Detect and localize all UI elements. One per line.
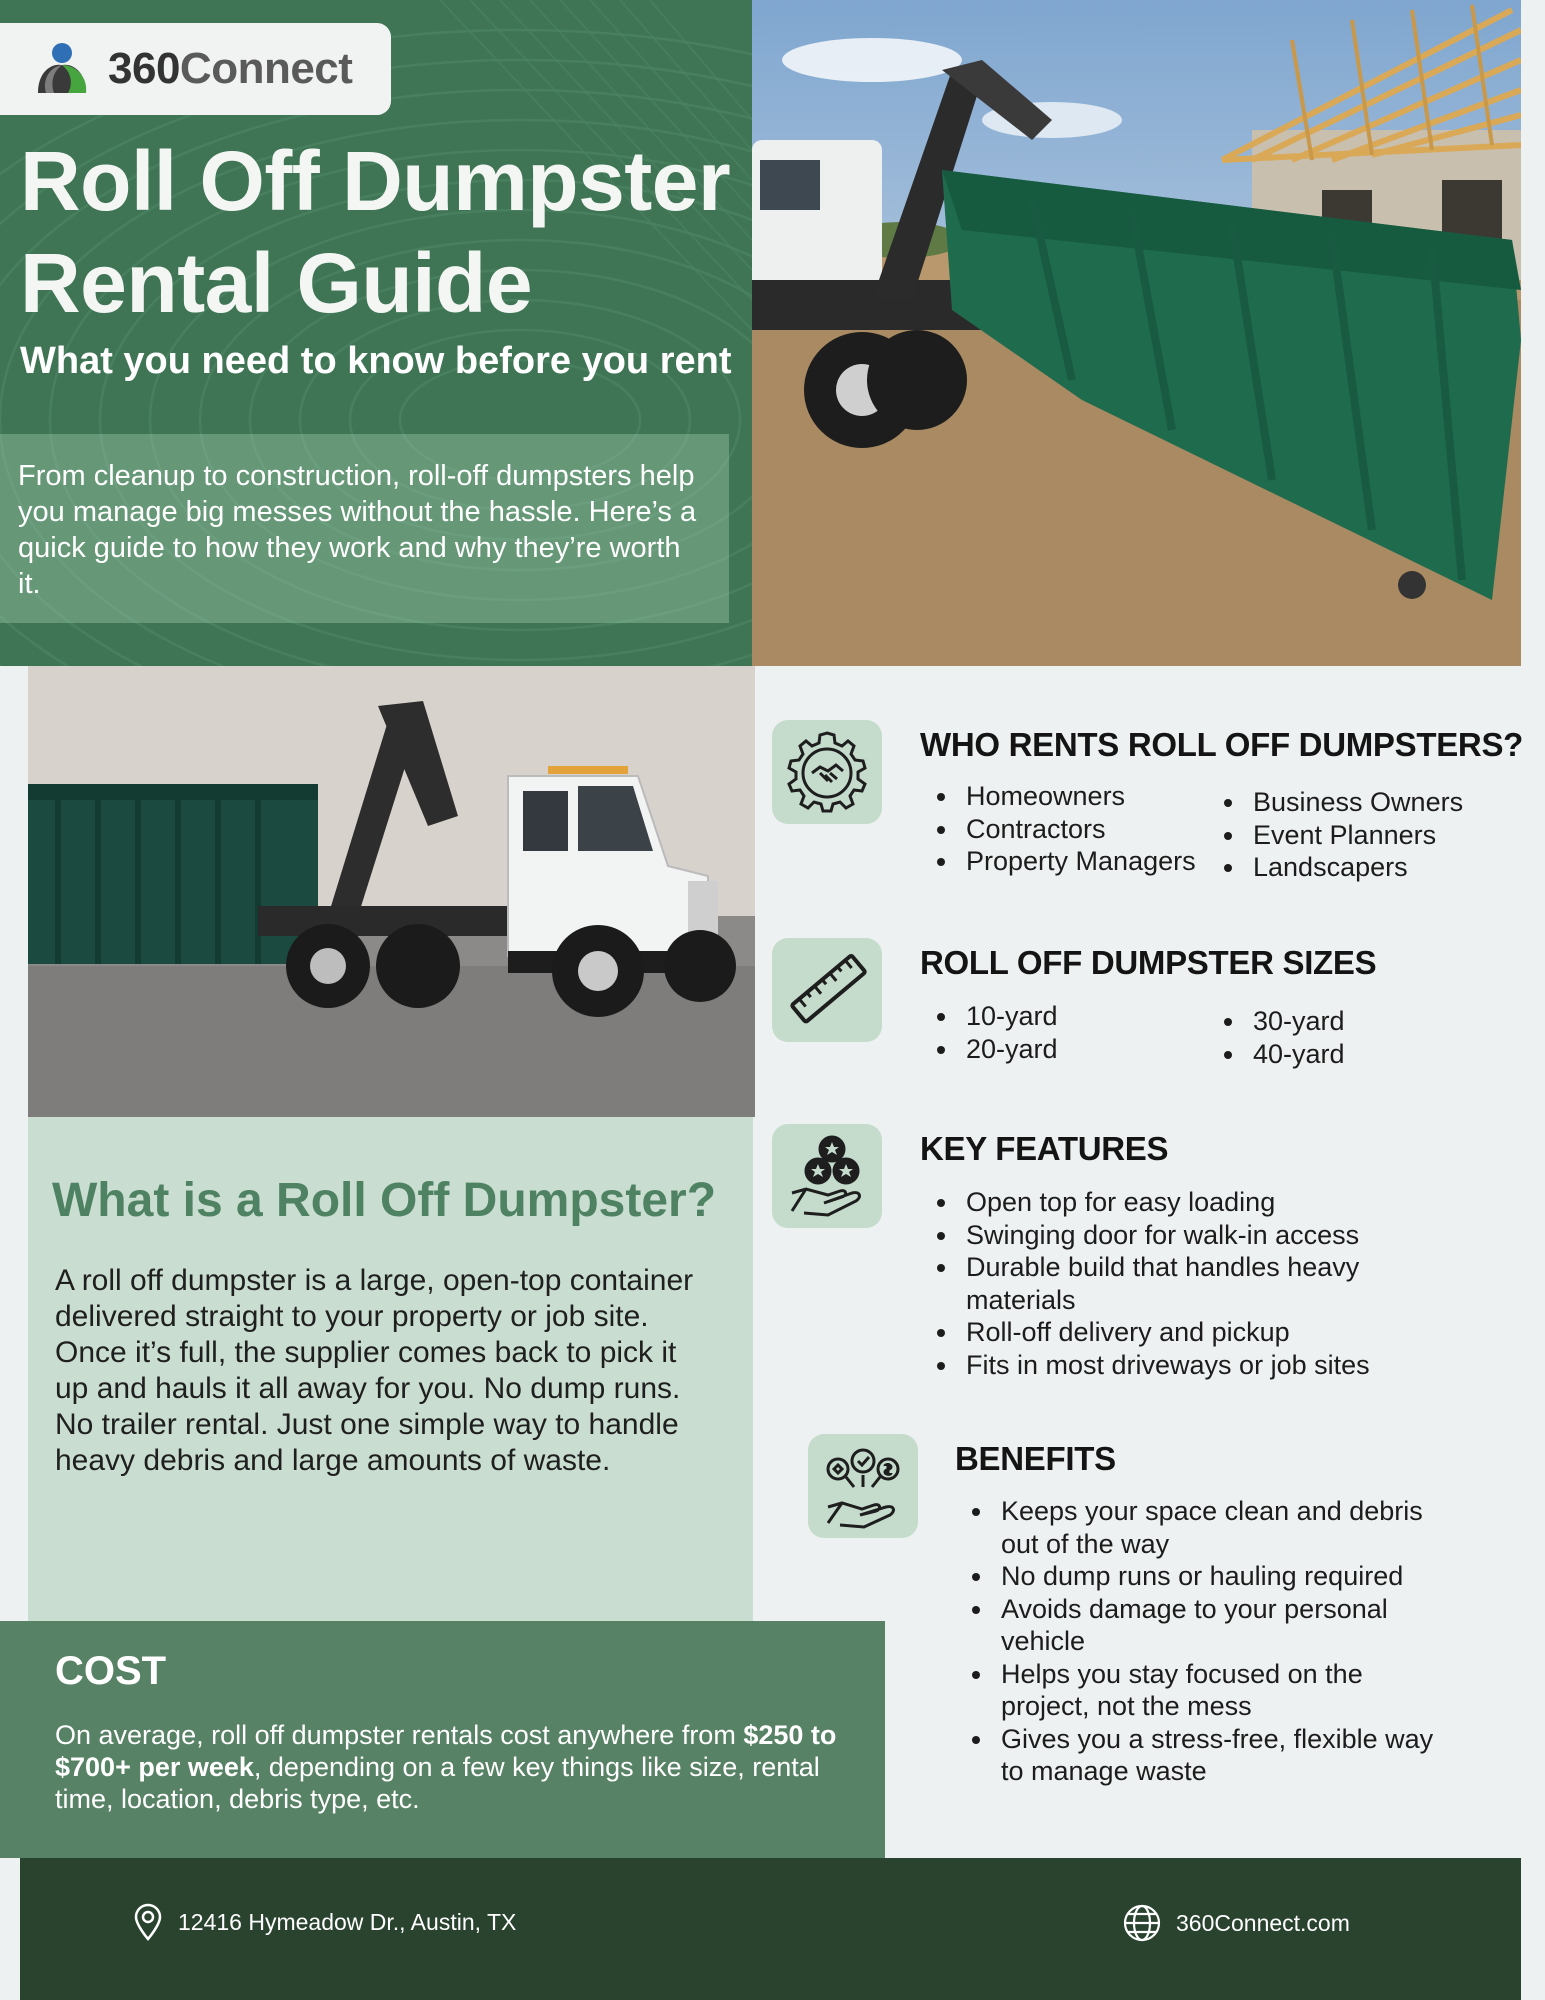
benefits-title: BENEFITS <box>955 1440 1116 1477</box>
benefits-hand-icon <box>808 1434 918 1538</box>
address-text: 12416 Hymeadow Dr., Austin, TX <box>178 1908 517 1935</box>
features-list <box>932 1186 1392 1381</box>
page-title <box>20 130 740 334</box>
list-item: 10-yard <box>932 1000 1058 1033</box>
cost-body-end: , depending on a few key things like size, rental time, location, debris type, etc. <box>55 1752 820 1814</box>
globe-icon <box>1122 1903 1162 1943</box>
list-item: 30-yard <box>1219 1005 1345 1038</box>
list-item: Gives you a stress-free, flexible way to manage waste <box>967 1723 1437 1788</box>
list-item: Keeps your space clean and debris out of the way <box>967 1495 1437 1560</box>
who-rents-list-1 <box>932 780 1196 878</box>
logo-text-word: Connect <box>179 44 353 93</box>
cost-price-range: $250 to $700+ per week <box>55 1720 837 1782</box>
cost-body-start: On average, roll off dumpster rentals cost anywhere from <box>55 1720 744 1750</box>
cost-title: COST <box>55 1649 167 1693</box>
sizes-list-2 <box>1219 1005 1345 1070</box>
list-item: Roll-off delivery and pickup <box>932 1316 1392 1349</box>
footer-address <box>132 1903 516 1941</box>
cost-body <box>55 1719 855 1815</box>
list-item: 20-yard <box>932 1033 1058 1066</box>
hero-banner <box>0 0 752 666</box>
list-item: Event Planners <box>1219 819 1463 852</box>
intro-box <box>0 434 729 623</box>
handshake-gear-icon <box>772 720 882 824</box>
page-subtitle: What you need to know before you rent <box>20 340 732 382</box>
list-item: Contractors <box>932 813 1196 846</box>
photo-rolloff-truck <box>28 666 755 1117</box>
list-item: Homeowners <box>932 780 1196 813</box>
what-is-title: What is a Roll Off Dumpster? <box>52 1174 717 1227</box>
benefits-list <box>967 1495 1437 1788</box>
brand-logo[interactable] <box>0 23 391 115</box>
sizes-title: ROLL OFF DUMPSTER SIZES <box>920 944 1377 981</box>
intro-text: From cleanup to construction, roll-off dumpsters help you manage big messes without the hassle. Here’s a quick guide to how they work and why they’re worth it. <box>18 460 697 600</box>
list-item: Swinging door for walk-in access <box>932 1219 1392 1252</box>
title-line-1: Roll Off Dumpster <box>20 134 731 228</box>
sizes-list-1 <box>932 1000 1058 1065</box>
list-item: Property Managers <box>932 845 1196 878</box>
logo-icon <box>28 35 96 103</box>
list-item: No dump runs or hauling required <box>967 1560 1437 1593</box>
features-title: KEY FEATURES <box>920 1130 1169 1167</box>
dumpster-delivery-illustration <box>752 0 1521 666</box>
what-is-body: A roll off dumpster is a large, open-top container delivered straight to your property or job site. Once it’s full, the supplier comes back to pick it up and hauls it all away for you. No dump runs. No trailer rental. Just one simple way to handle heavy debris and large amounts of waste. <box>55 1264 694 1477</box>
stars-hand-icon <box>772 1124 882 1228</box>
ruler-icon <box>772 938 882 1042</box>
cost-section <box>0 1621 885 1858</box>
who-rents-list-2 <box>1219 786 1463 884</box>
list-item: Durable build that handles heavy materials <box>932 1251 1392 1316</box>
list-item: Fits in most driveways or job sites <box>932 1349 1392 1382</box>
list-item: 40-yard <box>1219 1038 1345 1071</box>
rolloff-truck-illustration <box>28 666 755 1117</box>
location-pin-icon <box>132 1903 164 1941</box>
logo-text-number: 360 <box>108 44 180 93</box>
list-item: Avoids damage to your personal vehicle <box>967 1593 1437 1658</box>
list-item: Business Owners <box>1219 786 1463 819</box>
list-item: Helps you stay focused on the project, not the mess <box>967 1658 1437 1723</box>
who-rents-title: WHO RENTS ROLL OFF DUMPSTERS? <box>920 726 1524 763</box>
what-is-section <box>28 1117 753 1621</box>
list-item: Open top for easy loading <box>932 1186 1392 1219</box>
title-line-2: Rental Guide <box>20 236 533 330</box>
website-link[interactable]: 360Connect.com <box>1176 1909 1350 1936</box>
footer <box>20 1858 1521 2000</box>
footer-website[interactable] <box>1122 1903 1350 1943</box>
list-item: Landscapers <box>1219 851 1463 884</box>
photo-dumpster-delivery <box>752 0 1521 666</box>
